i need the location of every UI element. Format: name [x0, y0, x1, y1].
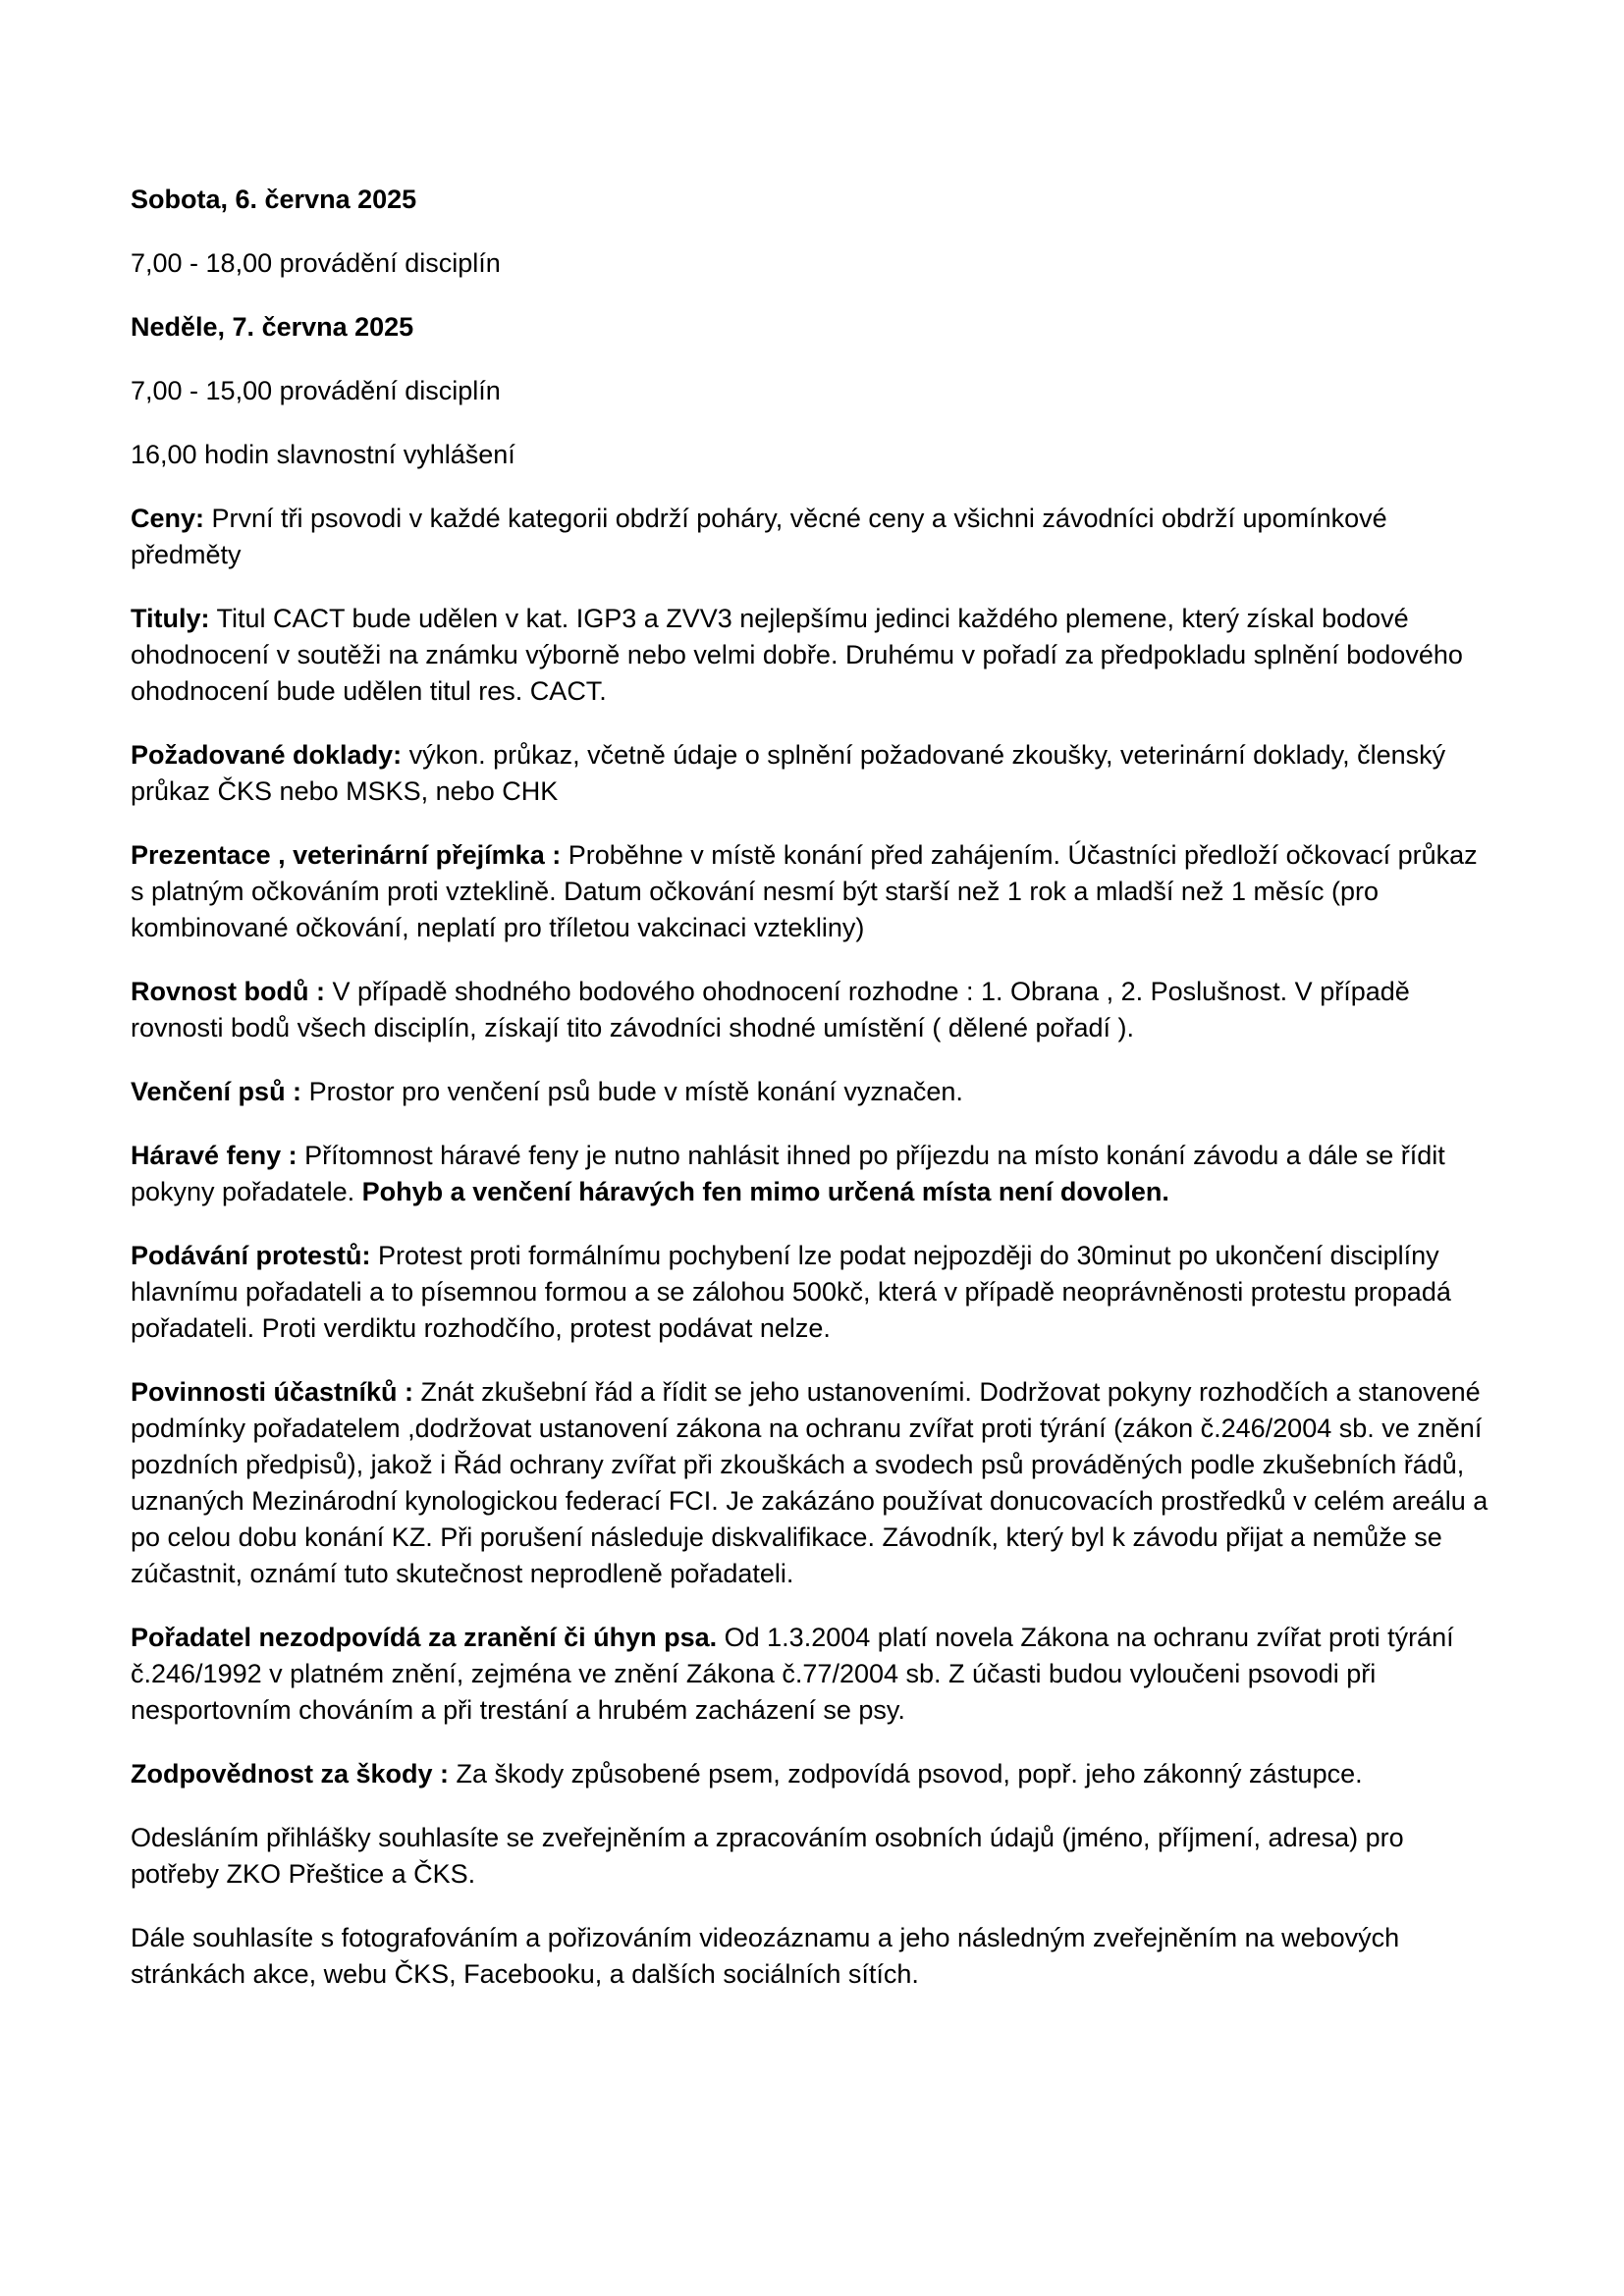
paragraph-text: 7,00 - 18,00 provádění disciplín	[131, 248, 501, 278]
paragraph-lead-bold: Prezentace , veterinární přejímka :	[131, 840, 562, 870]
paragraph-text: Odesláním přihlášky souhlasíte se zveřejněním a zpracováním osobních údajů (jméno, příjmení, adresa) pro potřeby ZKO Přeštice a ČKS.	[131, 1823, 1404, 1889]
paragraph-lead-bold: Požadované doklady:	[131, 740, 403, 770]
paragraph-lead-bold: Zodpovědnost za škody :	[131, 1759, 450, 1789]
paragraph-text: Proběhne v místě konání před zahájením. Účastníci předloží očkovací průkaz s platným očkováním proti vzteklině. Datum očkování nesmí být starší než 1 rok a mladší než 1 měsíc (pro kombinované očkování, neplatí pro tříletou vakcinaci vztekliny)	[131, 840, 1478, 942]
paragraph	[131, 1920, 1493, 1993]
paragraph-tail-bold: Pohyb a venčení háravých fen mimo určená místa není dovolen.	[361, 1177, 1169, 1206]
paragraph	[131, 1138, 1493, 1210]
paragraph	[131, 601, 1493, 710]
paragraph	[131, 837, 1493, 946]
paragraph-text: Protest proti formálnímu pochybení lze podat nejpozději do 30minut po ukončení disciplíny hlavnímu pořadateli a to písemnou formou a se zálohou 500kč, která v případě neoprávněnosti protestu propadá pořadateli. Proti verdiktu rozhodčího, protest podávat nelze.	[131, 1241, 1451, 1343]
paragraph	[131, 1374, 1493, 1592]
paragraph	[131, 245, 1493, 282]
paragraph	[131, 182, 1493, 218]
paragraph	[131, 1756, 1493, 1792]
paragraph-text: Prostor pro venčení psů bude v místě konání vyznačen.	[301, 1077, 963, 1106]
paragraph	[131, 309, 1493, 346]
paragraph	[131, 501, 1493, 573]
paragraph-text: výkon. průkaz, včetně údaje o splnění požadované zkoušky, veterinární doklady, členský průkaz ČKS nebo MSKS, nebo CHK	[131, 740, 1446, 806]
paragraph-lead-bold: Venčení psů :	[131, 1077, 302, 1106]
paragraph	[131, 1074, 1493, 1110]
paragraph	[131, 1620, 1493, 1729]
paragraph-lead-bold: Neděle, 7. června 2025	[131, 312, 414, 342]
paragraph-lead-bold: Povinnosti účastníků :	[131, 1377, 414, 1407]
paragraph-lead-bold: Ceny:	[131, 504, 205, 533]
paragraph-text: 16,00 hodin slavnostní vyhlášení	[131, 440, 515, 469]
paragraph-text: 7,00 - 15,00 provádění disciplín	[131, 376, 501, 405]
paragraph-lead-bold: Pořadatel nezodpovídá za zranění či úhyn psa.	[131, 1623, 718, 1652]
paragraph-text: Dále souhlasíte s fotografováním a pořizováním videozáznamu a jeho následným zveřejněním na webových stránkách akce, webu ČKS, Facebooku, a dalších sociálních sítích.	[131, 1923, 1400, 1989]
paragraph	[131, 1238, 1493, 1347]
paragraph	[131, 373, 1493, 409]
paragraph-text: Za škody způsobené psem, zodpovídá psovod, popř. jeho zákonný zástupce.	[449, 1759, 1363, 1789]
paragraph-text: Přítomnost háravé feny je nutno nahlásit ihned po příjezdu na místo konání závodu a dále se řídit pokyny pořadatele.	[131, 1141, 1445, 1206]
paragraph-lead-bold: Tituly:	[131, 604, 210, 633]
paragraph-text: Titul CACT bude udělen v kat. IGP3 a ZVV3 nejlepšímu jedinci každého plemene, který získal bodové ohodnocení v soutěži na známku výborně nebo velmi dobře. Druhému v pořadí za předpokladu splnění bodového ohodnocení bude udělen titul res. CACT.	[131, 604, 1463, 706]
paragraph-text: První tři psovodi v každé kategorii obdrží poháry, věcné ceny a všichni závodníci obdrží upomínkové předměty	[131, 504, 1387, 569]
paragraph	[131, 437, 1493, 473]
paragraph-text: Znát zkušební řád a řídit se jeho ustanoveními. Dodržovat pokyny rozhodčích a stanovené podmínky pořadatelem ,dodržovat ustanovení zákona na ochranu zvířat proti týrání (zákon č.246/2004 sb. ve znění pozdních předpisů), jakož i Řád ochrany zvířat při zkouškách a svodech psů prováděných podle zkušebních řádů, uznaných Mezinárodní kynologickou federací FCI. Je zakázáno používat donucovacích prostředků v celém areálu a po celou dobu konání KZ. Při porušení následuje diskvalifikace. Závodník, který byl k závodu přijat a nemůže se zúčastnit, oznámí tuto skutečnost neprodleně pořadateli.	[131, 1377, 1489, 1588]
paragraph-lead-bold: Podávání protestů:	[131, 1241, 371, 1270]
paragraph	[131, 737, 1493, 810]
paragraph-lead-bold: Sobota, 6. června 2025	[131, 185, 417, 214]
paragraph-lead-bold: Rovnost bodů :	[131, 977, 325, 1006]
paragraph-text: Od 1.3.2004 platí novela Zákona na ochranu zvířat proti týrání č.246/1992 v platném znění, zejména ve znění Zákona č.77/2004 sb. Z účasti budou vyloučeni psovodi při nesportovním chováním a při trestání a hrubém zacházení se psy.	[131, 1623, 1454, 1725]
paragraph	[131, 974, 1493, 1046]
paragraph	[131, 1820, 1493, 1893]
paragraph-lead-bold: Háravé feny :	[131, 1141, 298, 1170]
paragraph-text: V případě shodného bodového ohodnocení rozhodne : 1. Obrana , 2. Poslušnost. V případě rovnosti bodů všech disciplín, získají tito závodníci shodné umístění ( dělené pořadí ).	[131, 977, 1410, 1042]
